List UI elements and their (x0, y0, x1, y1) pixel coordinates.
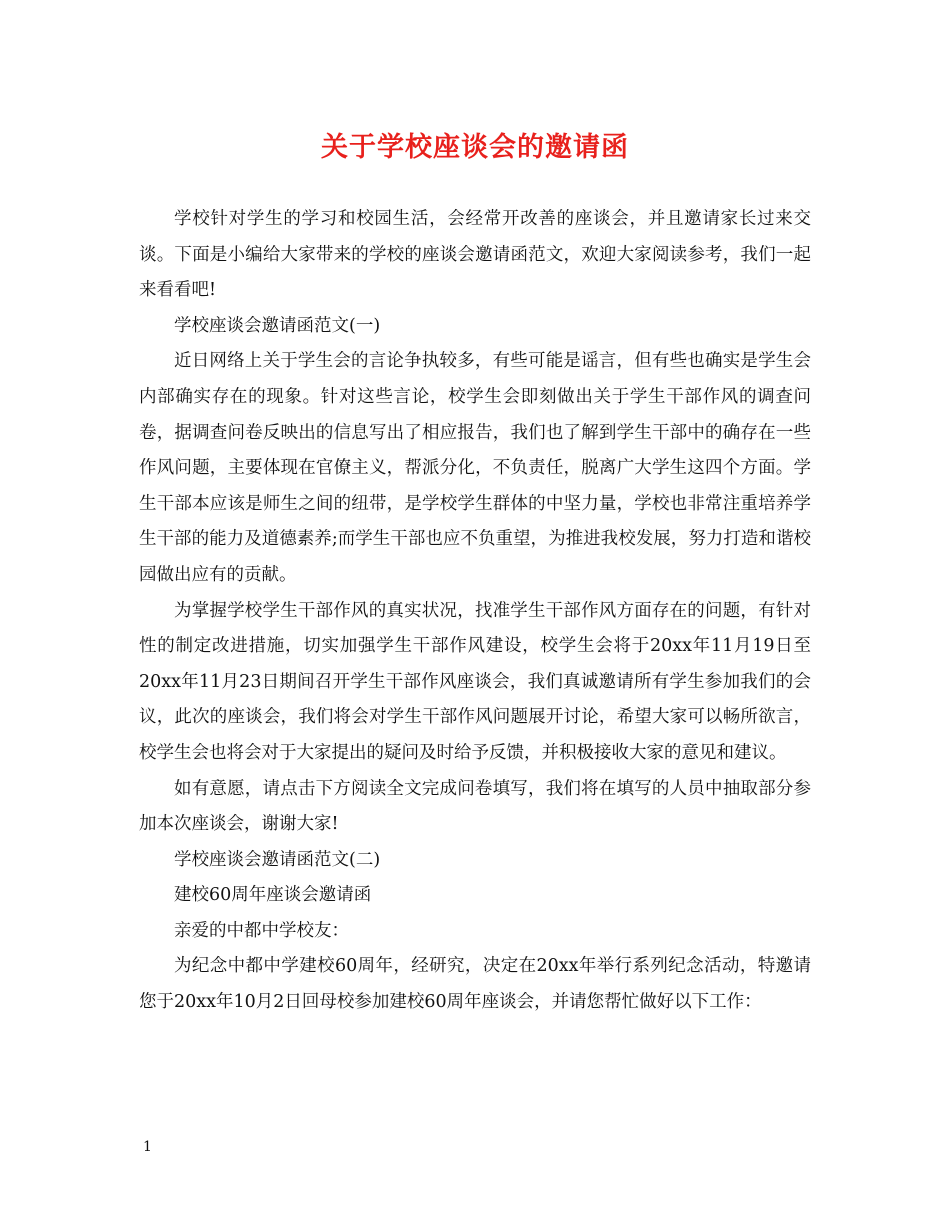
paragraph: 近日网络上关于学生会的言论争执较多，有些可能是谣言，但有些也确实是学生会内部确实存在的现象。针对这些言论，校学生会即刻做出关于学生干部作风的调查问卷，据调查问卷反映出的信息写出了相应报告，我们也了解到学生干部中的确存在一些作风问题，主要体现在官僚主义，帮派分化，不负责任，脱离广大学生这四个方面。学生干部本应该是师生之间的纽带，是学校学生群体的中坚力量，学校也非常注重培养学生干部的能力及道德素养;而学生干部也应不负重望，为推进我校发展，努力打造和谐校园做出应有的贡献。 (139, 351, 811, 585)
section-heading-2: 学校座谈会邀请函范文(二) (174, 849, 381, 870)
salutation: 亲爱的中都中学校友： (174, 920, 349, 941)
paragraph: 如有意愿，请点击下方阅读全文完成问卷填写，我们将在填写的人员中抽取部分参加本次座谈会，谢谢大家! (139, 778, 811, 835)
page-title: 关于学校座谈会的邀请函 (321, 132, 629, 163)
subheading: 建校60周年座谈会邀请函 (174, 885, 372, 906)
paragraph: 为纪念中都中学建校60周年，经研究，决定在20xx年举行系列纪念活动，特邀请您于20xx年10月2日回母校参加建校60周年座谈会，并请您帮忙做好以下工作： (139, 956, 811, 1013)
document-body (139, 202, 811, 1021)
section-heading-1: 学校座谈会邀请函范文(一) (174, 315, 381, 336)
page-number: 1 (143, 1139, 152, 1155)
paragraph-intro: 学校针对学生的学习和校园生活，会经常开改善的座谈会，并且邀请家长过来交谈。下面是小编给大家带来的学校的座谈会邀请函范文，欢迎大家阅读参考，我们一起来看看吧! (139, 209, 811, 301)
paragraph: 为掌握学校学生干部作风的真实状况，找准学生干部作风方面存在的问题，有针对性的制定改进措施，切实加强学生干部作风建设，校学生会将于20xx年11月19日至20xx年11月23日期间召开学生干部作风座谈会，我们真诚邀请所有学生参加我们的会议，此次的座谈会，我们将会对学生干部作风问题展开讨论，希望大家可以畅所欲言，校学生会也将会对于大家提出的疑问及时给予反馈，并积极接收大家的意见和建议。 (139, 600, 811, 763)
